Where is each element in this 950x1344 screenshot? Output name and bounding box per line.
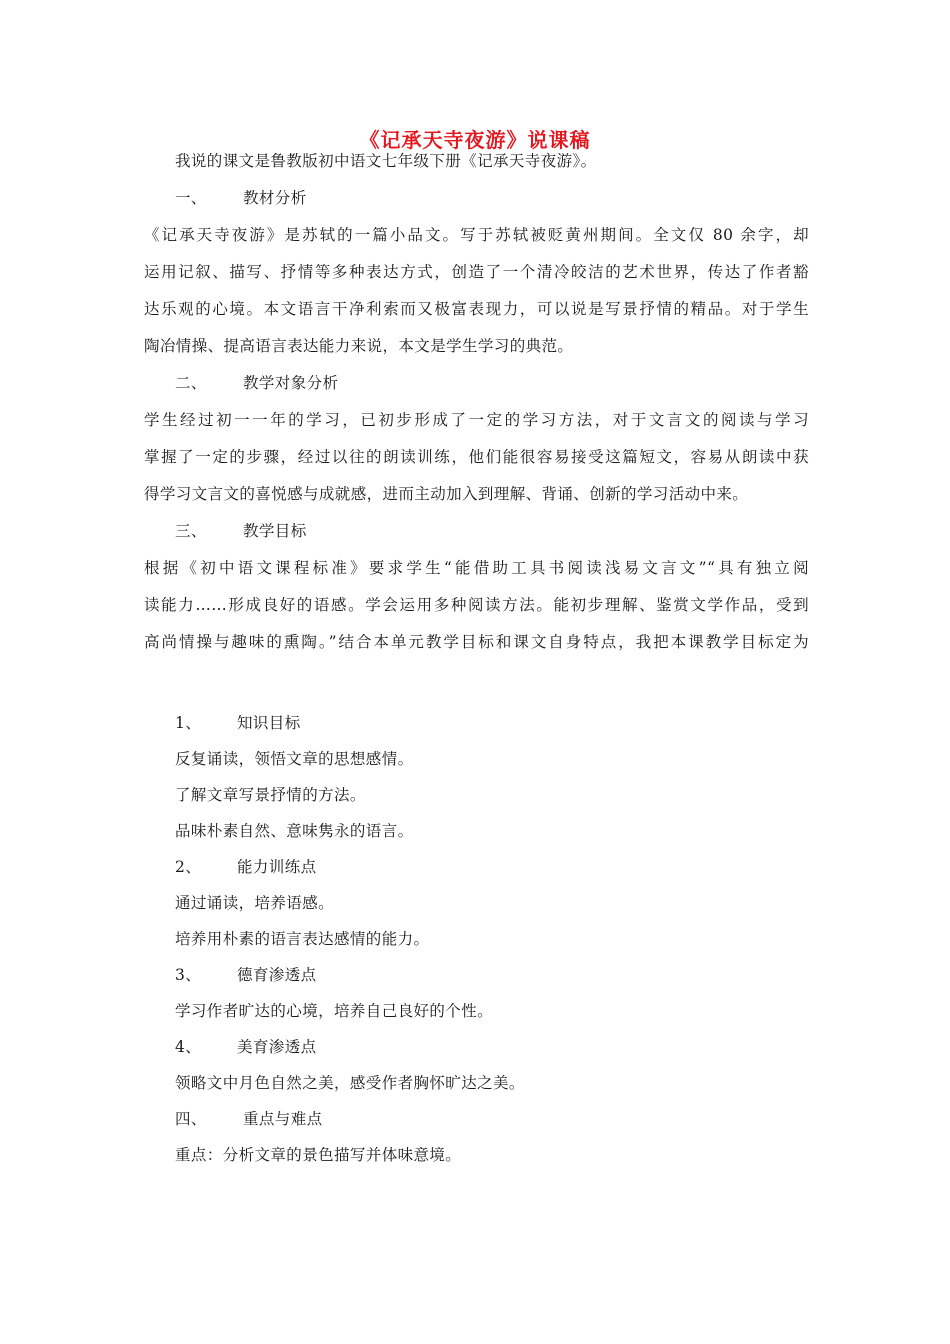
paragraph-line: 《记承天寺夜游》是苏轼的一篇小品文。写于苏轼被贬黄州期间。全文仅 80 余字，却: [144, 226, 809, 244]
section-number: 一、: [175, 189, 207, 207]
section-number: 四、: [175, 1110, 207, 1128]
paragraph-line: 陶冶情操、提高语言表达能力来说，本文是学生学习的典范。: [144, 337, 574, 355]
section-heading-3: [175, 521, 840, 541]
paragraph-line: 学生经过初一一年的学习，已初步形成了一定的学习方法，对于文言文的阅读与学习: [144, 411, 809, 429]
paragraph-line: 运用记叙、描写、抒情等多种表达方式，创造了一个清冷皎洁的艺术世界，传达了作者豁: [144, 263, 809, 281]
paragraph-line: 高尚情操与趣味的熏陶。”结合本单元教学目标和课文自身特点，我把本课教学目标定为: [144, 633, 809, 651]
goal-number: 1、: [175, 714, 202, 732]
goal-heading-4: [175, 1037, 840, 1057]
goal-heading-text: 美育渗透点: [237, 1038, 317, 1056]
paragraph-line: 达乐观的心境。本文语言干净利索而又极富表现力，可以说是写景抒情的精品。对于学生: [144, 300, 809, 318]
goal-item: 培养用朴素的语言表达感情的能力。: [175, 930, 430, 948]
goal-item: 学习作者旷达的心境，培养自己良好的个性。: [175, 1002, 494, 1020]
section-number: 二、: [175, 374, 207, 392]
goal-item: 了解文章写景抒情的方法。: [175, 786, 366, 804]
goal-heading-text: 德育渗透点: [237, 966, 317, 984]
key-point-line: 重点：分析文章的景色描写并体味意境。: [175, 1146, 462, 1164]
section-heading-text: 教材分析: [243, 189, 307, 207]
goal-item: 反复诵读，领悟文章的思想感情。: [175, 750, 414, 768]
goal-item: 领略文中月色自然之美，感受作者胸怀旷达之美。: [175, 1074, 525, 1092]
intro-line: 我说的课文是鲁教版初中语文七年级下册《记承天寺夜游》。: [175, 152, 597, 170]
section-heading-text: 教学对象分析: [243, 374, 339, 392]
goal-number: 4、: [175, 1038, 202, 1056]
goal-number: 2、: [175, 858, 202, 876]
document-title: 《记承天寺夜游》说课稿: [359, 128, 591, 152]
goal-heading-3: [175, 965, 840, 985]
section-heading-2: [175, 373, 840, 393]
goal-heading-text: 能力训练点: [237, 858, 317, 876]
section-heading-text: 教学目标: [243, 522, 307, 540]
goal-number: 3、: [175, 966, 202, 984]
goal-item: 品味朴素自然、意味隽永的语言。: [175, 822, 414, 840]
section-heading-text: 重点与难点: [243, 1110, 323, 1128]
goal-item: 通过诵读，培养语感。: [175, 894, 335, 912]
paragraph-line: 读能力……形成良好的语感。学会运用多种阅读方法。能初步理解、鉴赏文学作品，受到: [144, 596, 809, 614]
paragraph-line: 掌握了一定的步骤，经过以往的朗读训练，他们能很容易接受这篇短文，容易从朗读中获: [144, 448, 809, 466]
goal-heading-2: [175, 857, 840, 877]
paragraph-line: 根据《初中语文课程标准》要求学生“能借助工具书阅读浅易文言文”“具有独立阅: [144, 559, 809, 577]
goal-heading-text: 知识目标: [237, 714, 301, 732]
section-heading-4: [175, 1109, 840, 1129]
paragraph-line: 得学习文言文的喜悦感与成就感，进而主动加入到理解、背诵、创新的学习活动中来。: [144, 485, 749, 503]
goal-heading-1: [175, 713, 840, 733]
section-heading-1: [175, 188, 840, 208]
section-number: 三、: [175, 522, 207, 540]
